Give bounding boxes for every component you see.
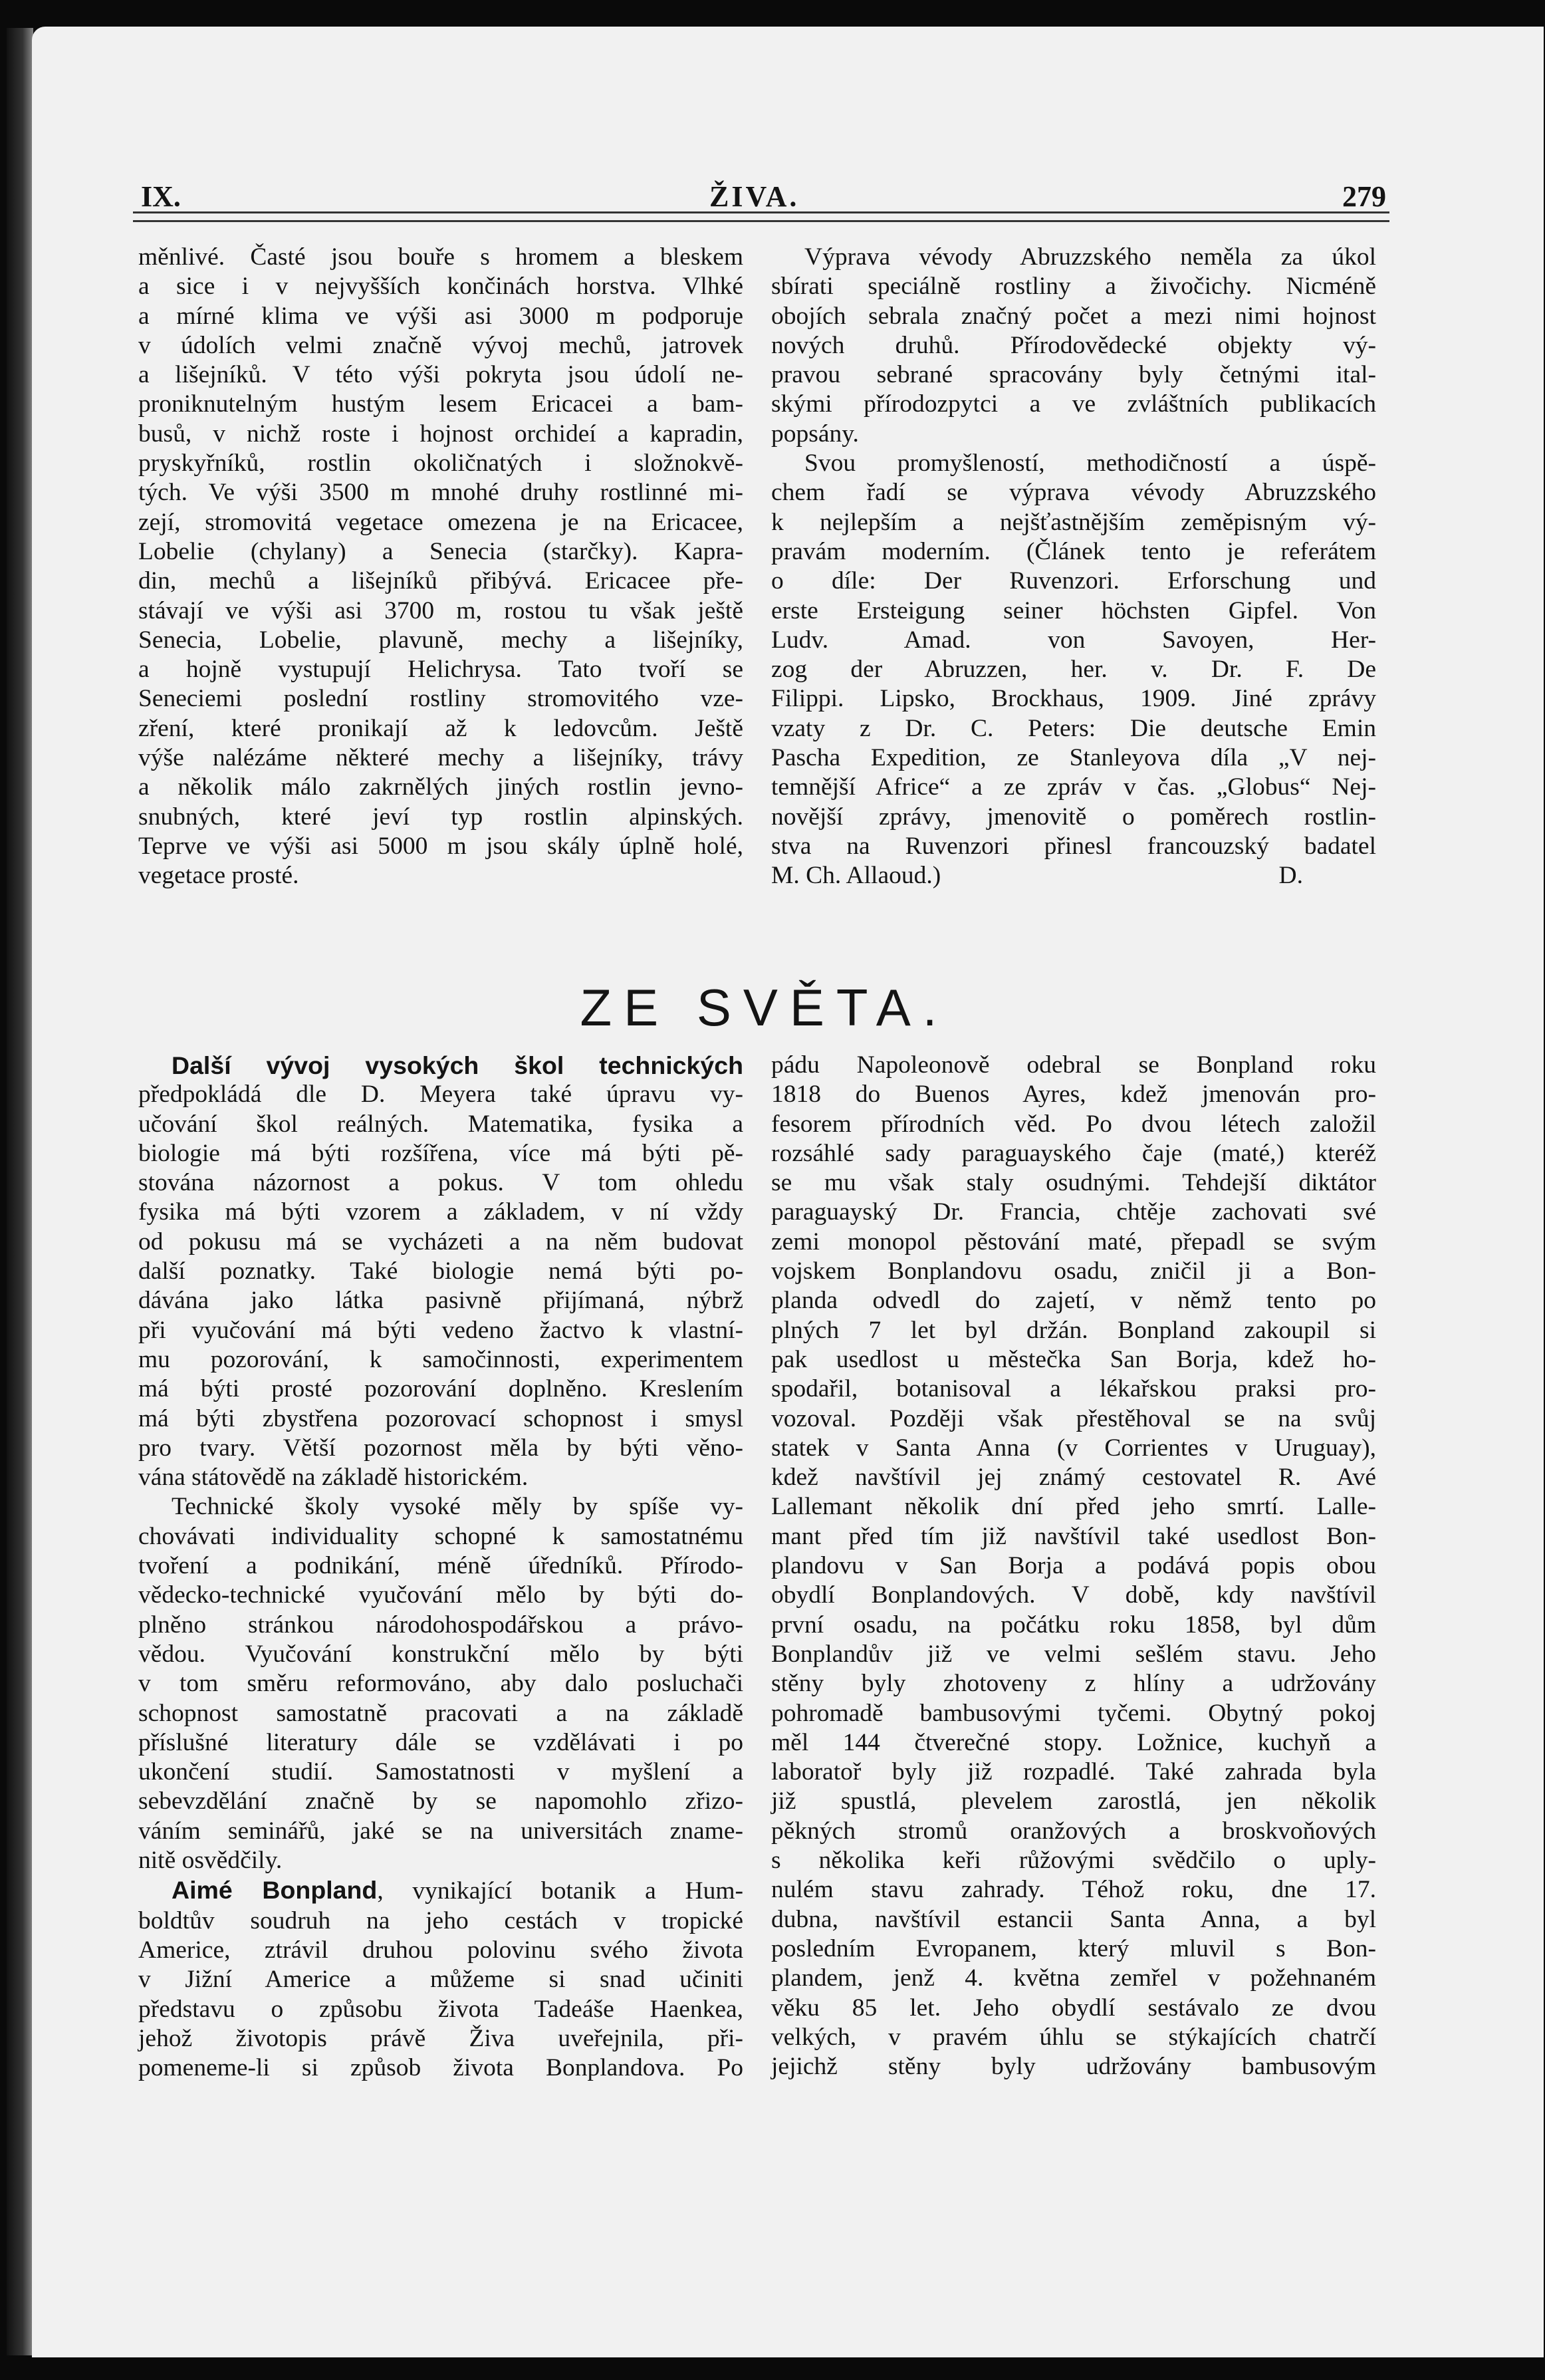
text-line: busů, v nichž roste i hojnost orchideí a kapradin,: [138, 420, 743, 448]
running-header: [141, 180, 1386, 213]
text-line: má býti zbystřena pozorovací schopnost i smysl: [138, 1404, 743, 1432]
text-line: stávají ve výši asi 3700 m, rostou tu však ještě: [138, 596, 743, 624]
text-line: obydlí Bonplandových. V době, kdy navštívil: [771, 1581, 1376, 1609]
text-line: plných 7 let byl držán. Bonpland zakoupil si: [771, 1316, 1376, 1344]
section-heading: ZE SVĚTA.: [580, 978, 949, 1037]
text-line: 1818 do Buenos Ayres, kdež jmenován pro-: [771, 1081, 1376, 1109]
text-line: vána státovědě na základě historickém.: [138, 1464, 529, 1492]
text-line: chem řadí se výprava vévody Abruzzského: [771, 479, 1376, 507]
text-line: stována názornost a pokus. V tom ohledu: [138, 1169, 743, 1197]
text-line: velkých, v pravém úhlu se stýkajících chatrčí: [771, 2023, 1376, 2051]
text-line: Bonplandův již ve velmi sešlém stavu. Jeho: [771, 1640, 1376, 1668]
top-right-column: [771, 243, 1376, 891]
text-line: nulém stavu zahrady. Téhož roku, dne 17.: [771, 1876, 1376, 1904]
text-line: má býti prosté pozorování doplněno. Kreslením: [138, 1375, 743, 1403]
text-line: Výprava vévody Abruzzského neměla za úkol: [804, 243, 1376, 271]
text-line: Teprve ve výši asi 5000 m jsou skály úplně holé,: [138, 832, 743, 860]
text-fragment: , vynikající botanik a Hum-: [377, 1877, 743, 1905]
text-line: od pokusu má se vycházeti a na něm budovat: [138, 1228, 743, 1256]
author-signature: D.: [1278, 862, 1303, 890]
text-line: k nejlepším a nejšťastnějším zeměpisným vý-: [771, 508, 1376, 536]
text-line: v údolích velmi značně vývoj mechů, jatrovek: [138, 331, 743, 359]
text-line: vědecko-technické vyučování mělo by býti do-: [138, 1581, 743, 1609]
text-line: v tom směru reformováno, aby dalo posluchači: [138, 1670, 743, 1698]
text-line: v Jižní Americe a můžeme si snad učiniti: [138, 1966, 743, 1994]
text-line: váním seminářů, jaké se na universitách zname-: [138, 1817, 743, 1845]
text-line: sebevzdělání značně by se napomohlo zřizo-: [138, 1787, 743, 1815]
text-line: Svou promyšleností, methodičností a úspě-: [804, 450, 1376, 477]
text-line: jehož životopis právě Živa uveřejnila, při-: [138, 2024, 743, 2052]
text-line: výše nalézáme některé mechy a lišejníky, trávy: [138, 744, 743, 772]
header-double-rule: [133, 211, 1389, 222]
text-line: pádu Napoleonově odebral se Bonpland roku: [771, 1051, 1376, 1079]
text-line: schopnost samostatně pracovati a na základě: [138, 1699, 743, 1727]
text-line: paraguayský Dr. Francia, chtěje zachovati své: [771, 1198, 1376, 1226]
text-line: rozsáhlé sady paraguayského čaje (maté,) kteréž: [771, 1139, 1376, 1167]
text-line: tých. Ve výši 3500 m mnohé druhy rostlinné mi-: [138, 479, 743, 507]
text-line: stěny byly zhotoveny z hlíny a udržovány: [771, 1670, 1376, 1698]
text-line: plandovu v San Borja a podává popis obou: [771, 1552, 1376, 1580]
text-line: M. Ch. Allaoud.) D.: [771, 861, 1376, 890]
text-line: stva na Ruvenzori přinesl francouzský badatel: [771, 832, 1376, 860]
text-line: zejí, stromovitá vegetace omezena je na Ericacee,: [138, 508, 743, 536]
text-line: Seneciemi poslední rostliny stromovitého vze-: [138, 685, 743, 713]
text-line: Ludv. Amad. von Savoyen, Her-: [771, 626, 1376, 654]
text-line: nových druhů. Přírodovědecké objekty vý-: [771, 331, 1376, 359]
text-line: popsány.: [771, 420, 859, 448]
text-line: předpokládá dle D. Meyera také úpravu vy-: [138, 1081, 743, 1109]
text-line: a sice i v nejvyšších končinách horstva. Vlhké: [138, 273, 743, 301]
text-line: mant před tím již navštívil také usedlost Bon-: [771, 1522, 1376, 1550]
text-line: pěkných stromů oranžových a broskvoňových: [771, 1817, 1376, 1845]
text-line: dávána jako látka pasivně přijímaná, nýbrž: [138, 1287, 743, 1315]
text-line: [138, 1875, 743, 1906]
text-line: snubných, které jeví typ rostlin alpinských.: [138, 803, 743, 831]
text-line: Lallemant několik dní před jeho smrtí. Lalle-: [771, 1493, 1376, 1521]
text-line: měl 144 čtverečné stopy. Ložnice, kuchyň a: [771, 1728, 1376, 1756]
text-line: pravou sebrané spracovány byly četnými ital-: [771, 361, 1376, 389]
text-line: fesorem přírodních věd. Po dvou létech založil: [771, 1110, 1376, 1138]
text-line: statek v Santa Anna (v Corrientes v Uruguay),: [771, 1434, 1376, 1462]
bottom-right-column: [771, 1051, 1376, 2081]
text-line: a několik málo zakrnělých jiných rostlin jevno-: [138, 773, 743, 801]
text-line: o díle: Der Ruvenzori. Erforschung und: [771, 567, 1376, 595]
text-line: nitě osvědčily.: [138, 1847, 283, 1875]
text-line: a mírné klima ve výši asi 3000 m podporuje: [138, 302, 743, 330]
text-line: zemi monopol pěstování maté, přepadl se svým: [771, 1228, 1376, 1256]
journal-title: ŽIVA.: [709, 180, 800, 213]
text-line: planda odvedl do zajetí, v němž tento po: [771, 1287, 1376, 1315]
text-line: boldtův soudruh na jeho cestách v tropické: [138, 1907, 743, 1934]
text-line: Pascha Expedition, ze Stanleyova díla „V nej-: [771, 744, 1376, 772]
text-line: fysika má býti vzorem a základem, v ní vždy: [138, 1198, 743, 1226]
article-title: Další vývoj vysokých škol technických: [172, 1051, 743, 1079]
text-line: s několika keři růžovými svědčilo o uply-: [771, 1847, 1376, 1875]
text-line: učování škol reálných. Matematika, fysika a: [138, 1110, 743, 1138]
text-line: erste Ersteigung seiner höchsten Gipfel. Von: [771, 596, 1376, 624]
text-line: pravám moderním. (Článek tento je referátem: [771, 537, 1376, 565]
text-line: a hojně vystupují Helichrysa. Tato tvoří se: [138, 656, 743, 684]
text-line: se mu však staly osudnými. Tehdejší diktátor: [771, 1169, 1376, 1197]
text-line: chovávati individuality schopné k samostatnému: [138, 1522, 743, 1550]
text-line: věku 85 let. Jeho obydlí sestávalo ze dvou: [771, 1994, 1376, 2022]
article-title: Aimé Bonpland: [172, 1876, 378, 1905]
text-line: a lišejníků. V této výši pokryta jsou údolí ne-: [138, 361, 743, 389]
text-line: sbírati speciálně rostliny a živočichy. Nicméně: [771, 273, 1376, 301]
text-line: novější zprávy, jmenovitě o poměrech rostlin-: [771, 803, 1376, 831]
text-line: již spustlá, plevelem zarostlá, jen několik: [771, 1787, 1376, 1815]
text-line: mu pozorování, k samočinnosti, experimentem: [138, 1345, 743, 1373]
text-line: temnější Africe“ a ze zpráv v čas. „Globus“ Nej-: [771, 773, 1376, 801]
text-line: zog der Abruzzen, her. v. Dr. F. De: [771, 656, 1376, 684]
text-line: zření, které pronikají až k ledovcům. Ještě: [138, 714, 743, 742]
volume-number: IX.: [141, 180, 181, 213]
text-line: vědou. Vyučování konstrukční mělo by býti: [138, 1640, 743, 1668]
text-line: první osadu, na počátku roku 1858, byl dům: [771, 1611, 1376, 1639]
text-line: Americe, ztrávil druhou polovinu svého života: [138, 1936, 743, 1964]
text-line: proniknutelným hustým lesem Ericacei a bam-: [138, 390, 743, 418]
text-line: pryskyřníků, rostlin okoličnatých i složnokvě-: [138, 450, 743, 477]
text-line: pak usedlost u městečka San Borja, kdež ho-: [771, 1345, 1376, 1373]
text-line: další poznatky. Také biologie nemá býti po-: [138, 1257, 743, 1285]
text-line: laboratoř byly již rozpadlé. Také zahrada byla: [771, 1758, 1376, 1786]
text-line: Technické školy vysoké měly by spíše vy-: [172, 1493, 743, 1521]
text-line: vzaty z Dr. C. Peters: Die deutsche Emin: [771, 714, 1376, 742]
text-line: biologie má býti rozšířena, více má býti pě-: [138, 1139, 743, 1167]
text-line: skými přírodozpytci a ve zvláštních publikacích: [771, 390, 1376, 418]
text-line: Senecia, Lobelie, plavuně, mechy a lišejníky,: [138, 626, 743, 654]
text-line: vojskem Bonplandovu osadu, zničil ji a Bon-: [771, 1257, 1376, 1285]
text-line: spodařil, botanisoval a lékařskou praksi pro-: [771, 1375, 1376, 1403]
text-line: obojích sebrala značný počet a mezi nimi hojnost: [771, 302, 1376, 330]
bottom-left-column: [138, 1051, 743, 2083]
text-line: posledním Evropanem, který mluvil s Bon-: [771, 1934, 1376, 1962]
text-line: pro tvary. Větší pozornost měla by býti věno-: [138, 1434, 743, 1462]
text-line: plněno stránkou národohospodářskou a právo-: [138, 1611, 743, 1639]
text-line: jejichž stěny byly udržovány bambusovým: [771, 2053, 1376, 2081]
text-line: příslušné literatury dále se vzdělávati i po: [138, 1728, 743, 1756]
text-line: představu o způsobu života Tadeáše Haenkea,: [138, 1995, 743, 2023]
top-left-column: [138, 243, 743, 891]
scan-edge-shadow: [7, 28, 33, 2355]
text-line: měnlivé. Časté jsou bouře s hromem a bleskem: [138, 243, 743, 271]
text-line: ukončení studií. Samostatnosti v myšlení a: [138, 1758, 743, 1786]
text-line: pohromadě bambusovými tyčemi. Obytný pokoj: [771, 1699, 1376, 1727]
page-number: 279: [1342, 180, 1386, 213]
text-line: vozoval. Později však přestěhoval se na svůj: [771, 1404, 1376, 1432]
text-line: dubna, navštívil estancii Santa Anna, a byl: [771, 1905, 1376, 1933]
text-line: vegetace prosté.: [138, 862, 299, 890]
text-line: při vyučování má býti vedeno žactvo k vlastní-: [138, 1316, 743, 1344]
text-line: Filippi. Lipsko, Brockhaus, 1909. Jiné zprávy: [771, 685, 1376, 713]
text-line: pomeneme-li si způsob života Bonplandova. Po: [138, 2054, 743, 2082]
text-line: Lobelie (chylany) a Senecia (starčky). Kapra-: [138, 537, 743, 565]
text-line: tvoření a podnikání, méně úředníků. Přírodo-: [138, 1552, 743, 1580]
text-line: din, mechů a lišejníků přibývá. Ericacee pře-: [138, 567, 743, 595]
text-line: kdež navštívil jej známý cestovatel R. Avé: [771, 1464, 1376, 1492]
text-line: plandem, jenž 4. května zemřel v požehnaném: [771, 1964, 1376, 1992]
